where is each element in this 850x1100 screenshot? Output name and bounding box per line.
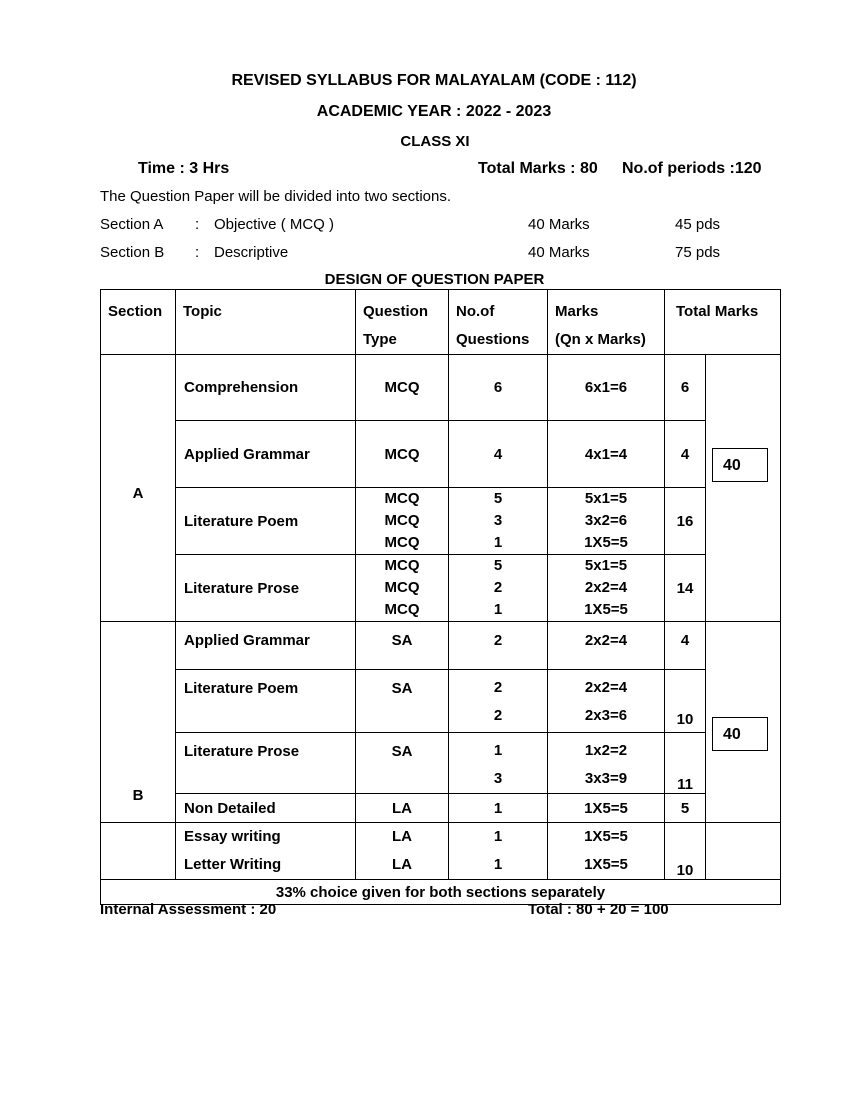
marks-cell: 4x1=4 [548,421,665,488]
value-line: MCQ [384,557,420,574]
value-line: 5x1=5 [584,490,628,507]
topic-cell: Non Detailed [176,794,356,823]
writing-section-cell [101,823,176,880]
row-total-cell: 11 [665,733,706,794]
writing-total-cell [706,823,781,880]
value-line: 2 [493,679,503,696]
marks-cell [548,733,665,794]
question-type-cell: MCQ [356,355,449,421]
header-question-type-line2: Type [363,331,397,348]
value-line: 3 [493,512,503,529]
value-line: 5x1=5 [584,557,628,574]
topic-cell: Literature Poem [176,670,356,733]
header-marks-line1: Marks [555,303,599,320]
value-line: LA [392,828,412,845]
value-line: MCQ [384,534,420,551]
section-b-total-box: 40 [712,717,768,751]
header-marks [548,290,665,355]
marks-cell: 2x2=4 [548,622,665,670]
header-total-marks: Total Marks [665,290,781,355]
question-type-cell [356,823,449,880]
value-line: 1X5=5 [584,856,628,873]
question-count-cell [449,670,548,733]
value-line: LA [392,856,412,873]
marks-cell [548,670,665,733]
row-total-cell: 4 [665,622,706,670]
question-count-cell [449,555,548,622]
value-line: 1 [493,534,503,551]
value-line: 2x2=4 [584,579,628,596]
topic-cell: Literature Prose [176,733,356,794]
question-type-cell [356,555,449,622]
academic-year: ACADEMIC YEAR : 2022 - 2023 [316,103,552,120]
intro-text: The Question Paper will be divided into two sections. [100,188,452,205]
question-type-cell: MCQ [356,421,449,488]
table-row [101,488,781,555]
section-a-total-cell [706,355,781,622]
value-line: 2 [493,707,503,724]
value-line: 3x3=9 [584,770,628,787]
header-question-type [356,290,449,355]
value-line: 5 [493,490,503,507]
row-total-cell: 16 [665,488,706,555]
value-line: 1X5=5 [584,534,628,551]
value-line: 1 [493,601,503,618]
summary-marks: 40 Marks [528,244,590,261]
row-total-cell: 6 [665,355,706,421]
question-count-cell: 6 [449,355,548,421]
table-row [101,823,781,880]
section-a-total-box: 40 [712,448,768,482]
value-line: 2x2=4 [584,679,628,696]
row-total-cell: 14 [665,555,706,622]
header-section: Section [101,290,176,355]
periods-label: No.of periods :120 [622,160,762,177]
section-a-label: A [101,355,176,622]
choice-note: 33% choice given for both sections separately [101,880,781,905]
summary-separator: : [195,244,200,261]
table-row [101,421,781,488]
value-line: Letter Writing [184,856,282,873]
topic-cell: Comprehension [176,355,356,421]
question-type-cell [356,488,449,555]
value-line: 1X5=5 [584,601,628,618]
header-marks-line2: (Qn x Marks) [555,331,646,348]
table-header-row [101,290,781,355]
design-title: DESIGN OF QUESTION PAPER [324,271,545,288]
document-title: REVISED SYLLABUS FOR MALAYALAM (CODE : 112) [231,72,637,89]
question-count-cell: 4 [449,421,548,488]
topic-cell: Applied Grammar [176,421,356,488]
marks-cell: 1X5=5 [548,794,665,823]
marks-cell [548,555,665,622]
question-type-cell: SA [356,622,449,670]
header-question-type-line1: Question [363,303,429,320]
value-line: 1 [493,828,503,845]
question-type-cell: SA [356,733,449,794]
section-b-label: B [101,622,176,823]
marks-cell: 6x1=6 [548,355,665,421]
value-line: MCQ [384,490,420,507]
value-line: 2x3=6 [584,707,628,724]
summary-section-name: Section A [100,216,164,233]
time-label: Time : 3 Hrs [138,160,230,177]
internal-assessment: Internal Assessment : 20 [100,901,277,918]
question-paper-table [100,289,781,905]
summary-periods: 75 pds [675,244,721,261]
question-type-cell: LA [356,794,449,823]
value-line: Essay writing [184,828,281,845]
header-topic: Topic [176,290,356,355]
table-row [101,622,781,670]
summary-description: Descriptive [214,244,289,261]
class-label: CLASS XI [400,133,470,150]
topic-cell [176,823,356,880]
value-line: MCQ [384,601,420,618]
header-noq-line2: Questions [456,331,530,348]
question-count-cell [449,733,548,794]
table-row [101,733,781,794]
summary-description: Objective ( MCQ ) [214,216,335,233]
value-line: 2 [493,579,503,596]
value-line: 1 [493,742,503,759]
value-line: 3x2=6 [584,512,628,529]
question-type-cell: SA [356,670,449,733]
topic-cell: Literature Prose [176,555,356,622]
topic-cell: Applied Grammar [176,622,356,670]
table-row [101,794,781,823]
topic-cell: Literature Poem [176,488,356,555]
row-total-cell: 10 [665,670,706,733]
value-line: 5 [493,557,503,574]
value-line: MCQ [384,512,420,529]
table-row [101,355,781,421]
table-row [101,670,781,733]
header-no-of-questions [449,290,548,355]
header-noq-line1: No.of [456,303,495,320]
value-line: 1 [493,856,503,873]
summary-separator: : [195,216,200,233]
row-total-cell: 4 [665,421,706,488]
value-line: MCQ [384,579,420,596]
question-count-cell [449,823,548,880]
grand-total: Total : 80 + 20 = 100 [528,901,669,918]
value-line: 1X5=5 [584,828,628,845]
marks-cell [548,823,665,880]
summary-periods: 45 pds [675,216,721,233]
summary-marks: 40 Marks [528,216,590,233]
total-marks-label: Total Marks : 80 [478,160,598,177]
value-line: 3 [493,770,503,787]
row-total-cell: 10 [665,823,706,880]
question-count-cell: 1 [449,794,548,823]
table-row [101,555,781,622]
question-count-cell [449,488,548,555]
question-count-cell: 2 [449,622,548,670]
row-total-cell: 5 [665,794,706,823]
marks-cell [548,488,665,555]
value-line: 1x2=2 [584,742,628,759]
summary-section-name: Section B [100,244,165,261]
